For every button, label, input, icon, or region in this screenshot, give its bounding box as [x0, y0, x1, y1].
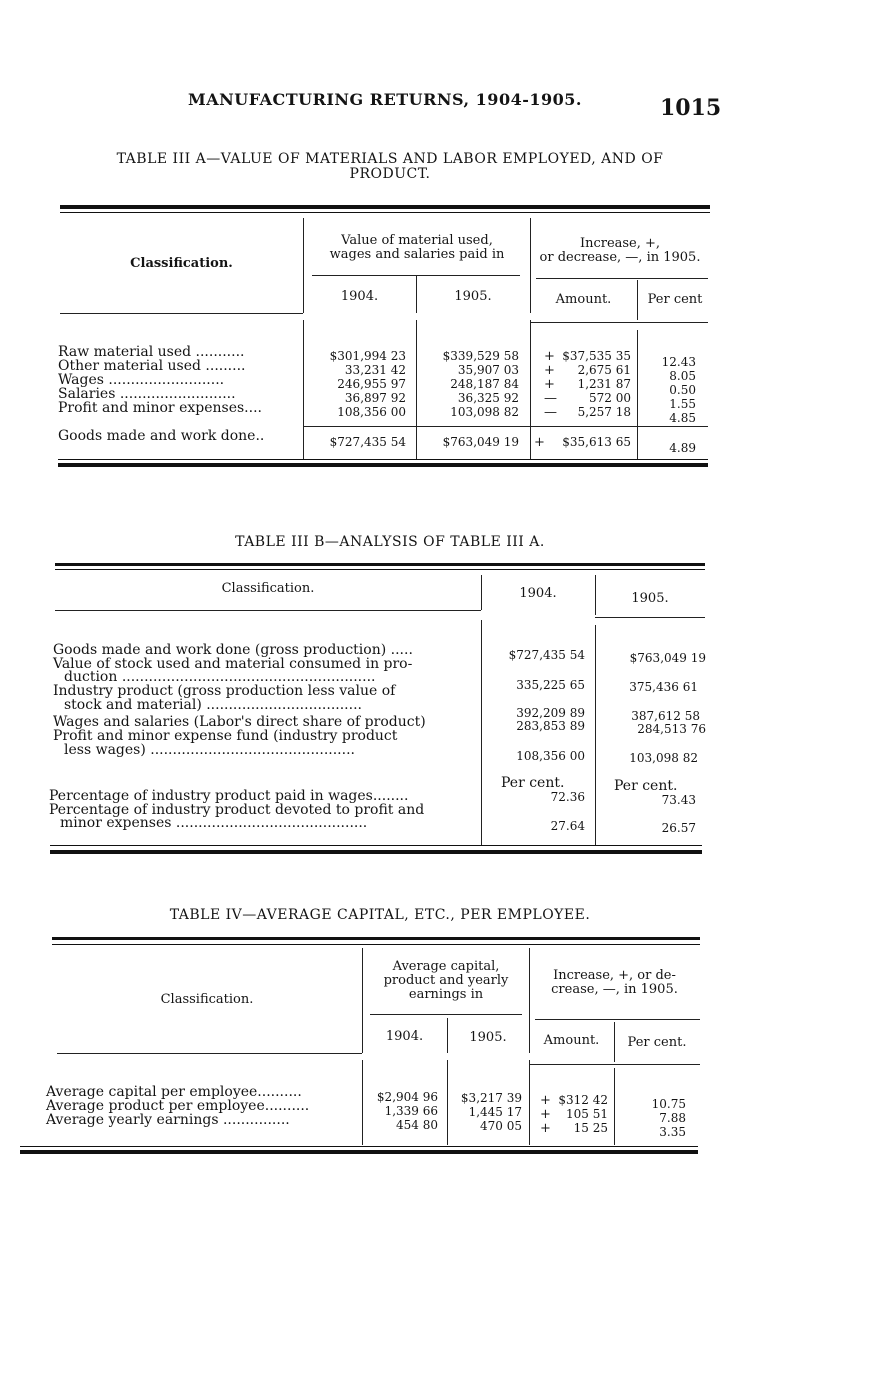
change-sign: + — [540, 1107, 551, 1122]
row-label: Wages and salaries (Labor's direct share of product) — [53, 714, 426, 730]
header-classification: Classification. — [221, 581, 315, 596]
change-amount: $312 42 — [558, 1093, 608, 1107]
change-sign: + — [544, 349, 555, 364]
change-sign: + — [540, 1121, 551, 1136]
header-rule — [55, 610, 481, 611]
change-percent: 7.88 — [659, 1111, 686, 1125]
total-1904: $727,435 54 — [329, 435, 406, 449]
total-percent: 4.89 — [669, 441, 696, 455]
value-1904: 283,853 89 — [516, 719, 585, 733]
row-label: Average yearly earnings ............... — [46, 1112, 290, 1128]
top-rule-thin — [52, 944, 700, 945]
col-divider — [481, 620, 482, 845]
top-rule — [60, 205, 710, 209]
header-value — [306, 234, 528, 262]
header-1904: 1904. — [385, 1029, 424, 1044]
header-increase-line1: Increase, +, — [579, 236, 661, 251]
total-sign: + — [534, 435, 545, 450]
header-classification: Classification. — [130, 256, 233, 271]
header-rule — [370, 1014, 522, 1015]
running-head: MANUFACTURING RETURNS, 1904-1905. — [188, 90, 582, 109]
bottom-rule-thin — [50, 845, 702, 846]
change-amount: 105 51 — [566, 1107, 608, 1121]
header-1904: 1904. — [340, 289, 379, 304]
row-label: Salaries .......................... — [58, 386, 236, 402]
header-increase-line2: crease, —, in 1905. — [551, 982, 678, 997]
bottom-rule — [50, 850, 702, 854]
header-average-line2: product and yearly — [383, 973, 509, 988]
header-amount: Amount. — [555, 292, 612, 307]
col-divider — [637, 330, 638, 460]
value-1905: 1,445 17 — [468, 1105, 522, 1119]
row-label: Value of stock used and material consumed in pro- — [53, 656, 413, 672]
row-label: Profit and minor expense fund (industry product — [53, 728, 398, 744]
header-value-line2: wages and salaries paid in — [329, 247, 505, 262]
value-1904: 108,356 00 — [516, 749, 585, 763]
value-1905: $339,529 58 — [442, 349, 519, 363]
top-rule — [52, 937, 700, 940]
change-amount: 572 00 — [589, 391, 631, 405]
value-1905: $763,049 19 — [629, 651, 706, 665]
value-1905: 470 05 — [480, 1119, 522, 1133]
row-label: Industry product (gross production less value of — [53, 683, 396, 699]
change-sign: — — [544, 405, 557, 420]
header-increase-line1: Increase, +, or de- — [553, 968, 676, 983]
value-1905: 284,513 76 — [637, 722, 706, 736]
col-divider — [447, 1060, 448, 1145]
header-percent: Per cent — [647, 292, 703, 307]
col-divider — [416, 320, 417, 460]
change-amount: 2,675 61 — [577, 363, 631, 377]
value-1904: $727,435 54 — [508, 648, 585, 662]
change-amount: $37,535 35 — [562, 349, 631, 363]
pct-1904: 72.36 — [550, 790, 585, 804]
col-divider — [362, 1060, 363, 1145]
value-1905: $3,217 39 — [460, 1091, 522, 1105]
header-rule — [60, 313, 303, 314]
value-1905: 103,098 82 — [450, 405, 519, 419]
value-1904: $2,904 96 — [376, 1090, 438, 1104]
header-rule — [535, 1019, 700, 1020]
header-rule — [312, 275, 520, 276]
row-label: Other material used ......... — [58, 358, 246, 374]
value-1904: 1,339 66 — [384, 1104, 438, 1118]
value-1905: 375,436 61 — [629, 680, 698, 694]
value-1905: 103,098 82 — [629, 751, 698, 765]
header-rule — [530, 322, 708, 323]
total-amount: $35,613 65 — [562, 435, 631, 449]
table-3b-title: TABLE III B—ANALYSIS OF TABLE III A. — [235, 534, 545, 550]
value-1904: 108,356 00 — [337, 405, 406, 419]
total-1905: $763,049 19 — [442, 435, 519, 449]
page-number: 1015 — [660, 95, 722, 121]
header-increase — [529, 969, 700, 997]
pct-1904: 27.64 — [550, 819, 585, 833]
pct-1905: 73.43 — [661, 793, 696, 807]
value-1904: 33,231 42 — [344, 363, 406, 377]
change-sign: + — [544, 363, 555, 378]
total-label: Goods made and work done.. — [58, 428, 265, 444]
col-divider — [529, 1060, 530, 1145]
top-rule-thin — [60, 212, 710, 213]
table-3a-title-line2: PRODUCT. — [349, 166, 431, 182]
header-rule — [529, 1064, 700, 1065]
header-average — [365, 960, 527, 1002]
header-1905: 1905. — [631, 591, 669, 606]
per-cent-label: Per cent. — [501, 775, 565, 791]
change-sign: — — [544, 391, 557, 406]
row-label: less wages) .............................................. — [64, 742, 355, 758]
value-1904: 36,897 92 — [344, 391, 406, 405]
top-rule — [55, 563, 705, 566]
change-percent: 1.55 — [669, 397, 696, 411]
row-label: Percentage of industry product paid in wages........ — [49, 788, 409, 804]
change-percent: 12.43 — [661, 355, 696, 369]
value-1905: 387,612 58 — [631, 709, 700, 723]
row-label: minor expenses ........................................... — [60, 815, 368, 831]
col-divider — [303, 320, 304, 460]
header-rule — [536, 278, 708, 279]
bottom-rule-thin — [58, 459, 708, 460]
value-1904: 392,209 89 — [516, 706, 585, 720]
change-amount: 5,257 18 — [577, 405, 631, 419]
header-1905: 1905. — [454, 289, 492, 304]
change-percent: 10.75 — [651, 1097, 686, 1111]
total-rule — [303, 426, 708, 427]
header-amount: Amount. — [543, 1033, 600, 1048]
value-1905: 36,325 92 — [457, 391, 519, 405]
header-percent: Per cent. — [627, 1035, 687, 1050]
value-1904: $301,994 23 — [329, 349, 406, 363]
value-1904: 246,955 97 — [337, 377, 406, 391]
row-label: Profit and minor expenses.... — [58, 400, 262, 416]
pct-1905: 26.57 — [661, 821, 696, 835]
row-label: Percentage of industry product devoted to profit and — [49, 802, 425, 818]
header-classification: Classification. — [160, 992, 254, 1007]
per-cent-label: Per cent. — [614, 778, 678, 794]
value-1905: 35,907 03 — [457, 363, 519, 377]
change-percent: 3.35 — [659, 1125, 686, 1139]
row-label: Average product per employee.......... — [46, 1098, 310, 1114]
row-label: Average capital per employee.......... — [46, 1084, 302, 1100]
row-label: Raw material used ........... — [58, 344, 245, 360]
change-percent: 4.85 — [669, 411, 696, 425]
header-increase — [530, 237, 710, 265]
bottom-rule-thin — [20, 1146, 698, 1147]
header-average-line3: earnings in — [408, 987, 484, 1002]
header-rule — [57, 1053, 362, 1054]
change-amount: 1,231 87 — [577, 377, 631, 391]
header-rule — [595, 617, 705, 618]
change-percent: 0.50 — [669, 383, 696, 397]
row-label: duction ......................................................... — [64, 669, 376, 685]
row-label: Goods made and work done (gross production) ..... — [53, 642, 413, 658]
table-3a-title — [60, 152, 720, 182]
col-divider — [530, 320, 531, 460]
row-label: Wages .......................... — [58, 372, 225, 388]
table-4-title: TABLE IV—AVERAGE CAPITAL, ETC., PER EMPLOYEE. — [169, 907, 591, 923]
row-label: stock and material) ................................... — [64, 697, 362, 713]
header-increase-line2: or decrease, —, in 1905. — [539, 250, 701, 265]
value-1905: 248,187 84 — [450, 377, 519, 391]
value-1904: 335,225 65 — [516, 678, 585, 692]
top-rule-thin — [55, 569, 705, 570]
header-average-line1: Average capital, — [392, 959, 500, 974]
header-1905: 1905. — [469, 1030, 507, 1045]
bottom-rule — [58, 463, 708, 467]
header-1904: 1904. — [519, 586, 557, 601]
bottom-rule — [20, 1150, 698, 1154]
table-3a-title-line1: TABLE III A—VALUE OF MATERIALS AND LABOR EMPLOYED, AND OF — [116, 151, 664, 167]
col-divider — [595, 625, 596, 845]
change-sign: + — [540, 1093, 551, 1108]
value-1904: 454 80 — [396, 1118, 438, 1132]
change-amount: 15 25 — [573, 1121, 608, 1135]
col-divider — [614, 1068, 615, 1145]
header-value-line1: Value of material used, — [341, 233, 493, 248]
change-sign: + — [544, 377, 555, 392]
change-percent: 8.05 — [669, 369, 696, 383]
